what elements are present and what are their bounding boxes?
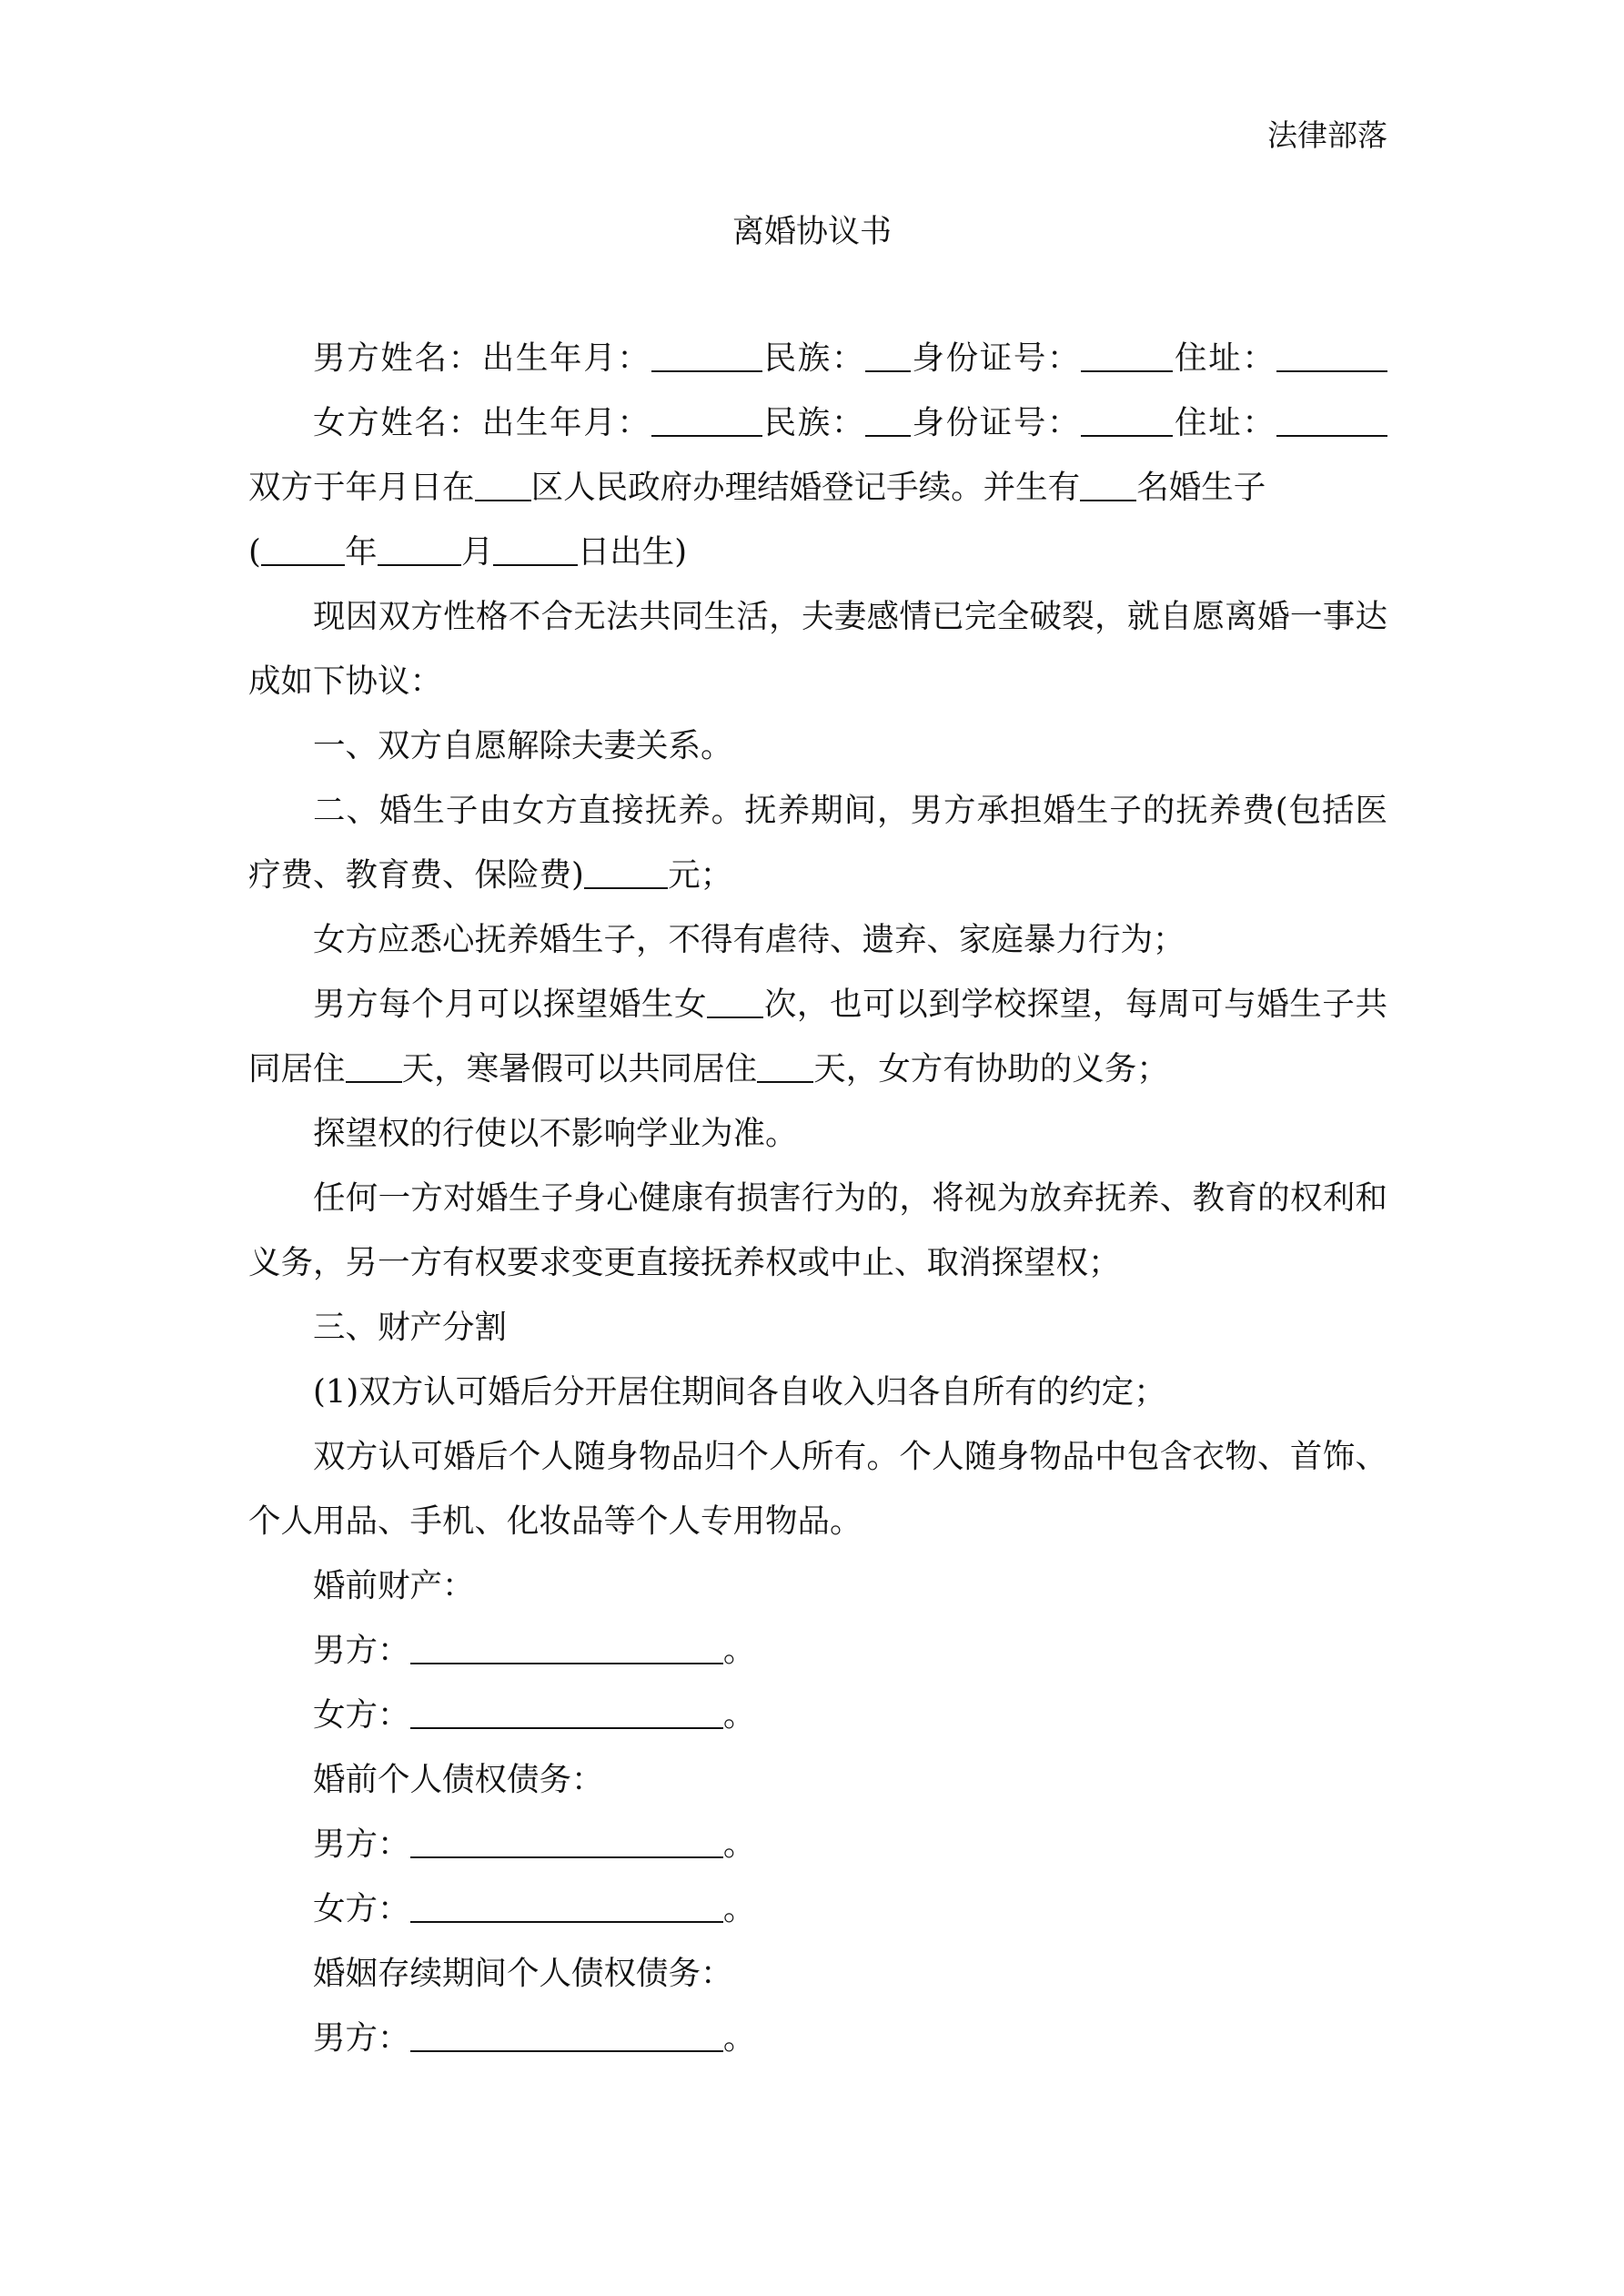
text-line (248, 972, 1387, 1037)
text-line (248, 1876, 1387, 1941)
text-line (248, 2006, 1387, 2070)
fill-in-blank (1081, 339, 1173, 372)
text-line (248, 1618, 1387, 1683)
fill-in-blank (651, 404, 762, 437)
line-text: 次，也可以到学校探望，每周可与婚生子共 (763, 986, 1387, 1023)
fill-in-blank (346, 1050, 402, 1083)
line-text: 男方： (313, 1826, 410, 1863)
text-line (248, 778, 1387, 843)
text-line (248, 1812, 1387, 1876)
line-text: 日出生) (577, 533, 688, 571)
line-text: 。 (722, 1890, 756, 1927)
line-text: 疗费、教育费、保险费) (248, 856, 584, 894)
line-text: 婚前个人债权债务： (313, 1761, 604, 1798)
fill-in-blank (410, 1826, 723, 1858)
text-line (248, 713, 1387, 778)
line-text: 女方应悉心抚养婚生子，不得有虐待、遗弃、家庭暴力行为； (313, 921, 1185, 958)
line-text: 三、财产分割 (313, 1309, 508, 1346)
text-line (248, 1683, 1387, 1747)
text-line (248, 455, 1387, 520)
line-text: 。 (722, 1696, 756, 1734)
text-line (248, 1037, 1387, 1101)
line-text: 民族： (762, 404, 866, 441)
text-line (248, 907, 1387, 972)
line-text: 。 (722, 1632, 756, 1669)
line-text: 区人民政府办理结婚登记手续。并生有 (530, 469, 1081, 506)
fill-in-blank (1276, 404, 1387, 437)
fill-in-blank (865, 339, 911, 372)
line-text: 任何一方对婚生子身心健康有损害行为的，将视为放弃抚养、教育的权利和 (313, 1179, 1387, 1217)
fill-in-blank (410, 1632, 723, 1664)
line-text: 女方姓名：出生年月： (313, 404, 651, 441)
line-text: 男方每个月可以探望婚生女 (313, 986, 708, 1023)
document-title: 离婚协议书 (731, 214, 892, 250)
document-body (248, 326, 1387, 2070)
fill-in-blank (475, 469, 531, 501)
fill-in-blank (584, 856, 668, 889)
line-text: (1)双方认可婚后分开居住期间各自收入归各自所有的约定； (313, 1373, 1166, 1411)
header-brand: 法律部落 (1267, 117, 1387, 153)
fill-in-blank (410, 2019, 723, 2052)
line-text: 。 (722, 2019, 756, 2057)
line-text: 婚姻存续期间个人债权债务： (313, 1955, 733, 1992)
text-line (248, 390, 1387, 455)
line-text: 双方于年月日在 (248, 469, 475, 506)
line-text: 男方： (313, 2019, 410, 2057)
line-text: 义务，另一方有权要求变更直接抚养权或中止、取消探望权； (248, 1244, 1121, 1281)
line-text: 双方认可婚后个人随身物品归个人所有。个人随身物品中包含衣物、首饰、 (313, 1438, 1387, 1475)
fill-in-blank (707, 986, 763, 1018)
fill-in-blank (410, 1696, 723, 1729)
line-text: 。 (722, 1826, 756, 1863)
line-text: 女方： (313, 1696, 410, 1734)
line-text: ( (248, 533, 261, 571)
line-text: 住址： (1173, 404, 1276, 441)
text-line (248, 1424, 1387, 1489)
text-line (248, 1747, 1387, 1812)
line-text: 一、双方自愿解除夫妻关系。 (313, 727, 733, 764)
line-text: 男方： (313, 1632, 410, 1669)
text-line (248, 584, 1387, 649)
line-text: 婚前财产： (313, 1567, 475, 1604)
line-text: 天，女方有协助的义务； (813, 1050, 1169, 1087)
line-text: 现因双方性格不合无法共同生活，夫妻感情已完全破裂，就自愿离婚一事达 (313, 598, 1387, 635)
line-text: 年 (345, 533, 378, 571)
line-text: 身份证号： (910, 404, 1082, 441)
text-line (248, 326, 1387, 390)
line-text: 同居住 (248, 1050, 346, 1087)
fill-in-blank (1081, 404, 1173, 437)
line-text: 名婚生子 (1136, 469, 1266, 506)
text-line (248, 520, 1387, 584)
text-line (248, 649, 1387, 713)
line-text: 女方： (313, 1890, 410, 1927)
fill-in-blank (261, 533, 345, 566)
fill-in-blank (757, 1050, 813, 1083)
fill-in-blank (493, 533, 577, 566)
text-line (248, 1941, 1387, 2006)
line-text: 身份证号： (910, 339, 1082, 377)
line-text: 成如下协议： (248, 663, 443, 700)
text-line (248, 1295, 1387, 1360)
line-text: 月 (460, 533, 494, 571)
fill-in-blank (378, 533, 461, 566)
line-text: 住址： (1173, 339, 1276, 377)
line-text: 民族： (762, 339, 866, 377)
fill-in-blank (1080, 469, 1136, 501)
line-text: 男方姓名：出生年月： (313, 339, 651, 377)
fill-in-blank (410, 1890, 723, 1923)
line-text: 探望权的行使以不影响学业为准。 (313, 1115, 798, 1152)
text-line (248, 1360, 1387, 1424)
text-line (248, 1553, 1387, 1618)
text-line (248, 1230, 1387, 1295)
fill-in-blank (1276, 339, 1387, 372)
line-text: 个人用品、手机、化妆品等个人专用物品。 (248, 1502, 862, 1540)
fill-in-blank (651, 339, 762, 372)
text-line (248, 1489, 1387, 1553)
text-line (248, 1101, 1387, 1166)
line-text: 元； (668, 856, 733, 894)
fill-in-blank (865, 404, 911, 437)
text-line (248, 843, 1387, 907)
line-text: 天，寒暑假可以共同居住 (401, 1050, 758, 1087)
line-text: 二、婚生子由女方直接抚养。抚养期间，男方承担婚生子的抚养费(包括医 (313, 792, 1387, 829)
text-line (248, 1166, 1387, 1230)
